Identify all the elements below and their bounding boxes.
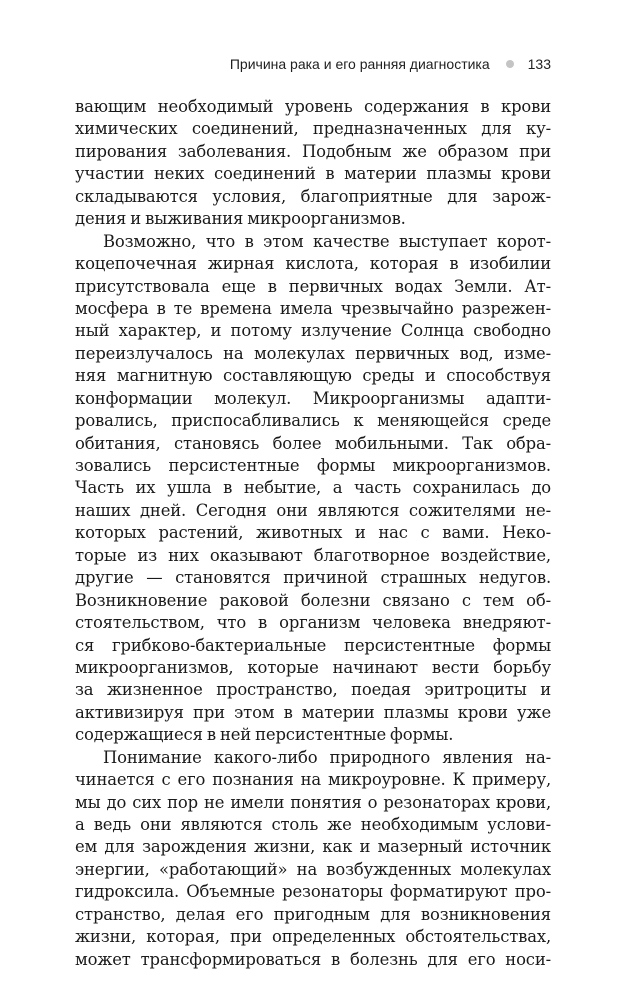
text-line: Возникновение раковой болезни связано с тем об-	[75, 590, 551, 610]
text-line: конформации молекул. Микроорганизмы адапти-	[75, 388, 551, 408]
text-line: участии неких соединений в материи плазмы крови	[75, 164, 551, 184]
text-line: ный характер, и потому излучение Солнца свободно	[75, 321, 551, 341]
text-line: энергии, «работающий» на возбужденных молекулах	[75, 859, 551, 879]
text-line: которых растений, животных и нас с вами. Неко-	[75, 523, 551, 543]
text-line: переизлучалось на молекулах первичных вод, изме-	[75, 343, 551, 363]
separator-dot-icon	[506, 60, 514, 68]
text-line: чинается с его познания на микроуровне. К примеру,	[75, 770, 551, 790]
text-line: микроорганизмов, которые начинают вести борьбу	[75, 657, 551, 677]
text-line: Понимание какого-либо природного явления на-	[103, 747, 551, 767]
text-line: жизни, которая, при определенных обстоятельствах,	[75, 927, 551, 947]
running-title: Причина рака и его ранняя диагностика	[229, 56, 490, 72]
text-line: торые из них оказывают благотворное воздействие,	[75, 545, 551, 565]
text-line: пирования заболевания. Подобным же образом при	[75, 141, 551, 161]
text-line: активизируя при этом в материи плазмы крови уже	[75, 702, 551, 722]
text-line: ся грибково-бактериальные персистентные формы	[75, 635, 551, 655]
text-line: присутствовала еще в первичных водах Земли. Ат-	[75, 276, 551, 296]
text-line: дения и выживания микроорганизмов.	[75, 209, 406, 229]
text-line: Часть их ушла в небытие, а часть сохранилась до	[75, 478, 551, 498]
text-line: ровались, приспосабливались к меняющейся среде	[75, 411, 551, 431]
text-line: коцепочечная жирная кислота, которая в изобилии	[75, 254, 551, 274]
text-line: ем для зарождения жизни, как и мазерный источник	[75, 837, 551, 857]
page-number: 133	[527, 56, 551, 72]
text-line: химических соединений, предназначенных для ку-	[75, 119, 551, 139]
text-line: обитания, становясь более мобильными. Так обра-	[75, 433, 551, 453]
text-line: а ведь они являются столь же необходимым услови-	[75, 815, 551, 834]
text-line: Возможно, что в этом качестве выступает корот-	[103, 231, 551, 251]
text-line: няя магнитную составляющую среды и способствуя	[75, 366, 551, 386]
text-line: складываются условия, благоприятные для зарож-	[75, 186, 551, 206]
text-line: другие — становятся причиной страшных недугов.	[75, 568, 551, 588]
text-line: за жизненное пространство, поедая эритроциты и	[75, 680, 551, 700]
text-line: может трансформироваться в болезнь для его носи-	[75, 949, 551, 969]
text-line: странство, делая его пригодным для возникновения	[75, 904, 551, 924]
text-line: зовались персистентные формы микроорганизмов.	[75, 456, 551, 475]
text-line: мы до сих пор не имели понятия о резонаторах крови,	[75, 792, 551, 812]
running-head	[230, 56, 551, 72]
text-line: мосфера в те времена имела чрезвычайно разрежен-	[75, 298, 551, 318]
text-line: стоятельством, что в организм человека внедряют-	[75, 613, 551, 633]
text-line: наших дней. Сегодня они являются сожителями не-	[75, 500, 551, 520]
text-line: вающим необходимый уровень содержания в крови	[75, 97, 551, 116]
body-text	[75, 96, 551, 971]
text-line: содержащиеся в ней персистентные формы.	[75, 725, 454, 745]
text-line: гидроксила. Объемные резонаторы форматируют про-	[75, 882, 551, 902]
